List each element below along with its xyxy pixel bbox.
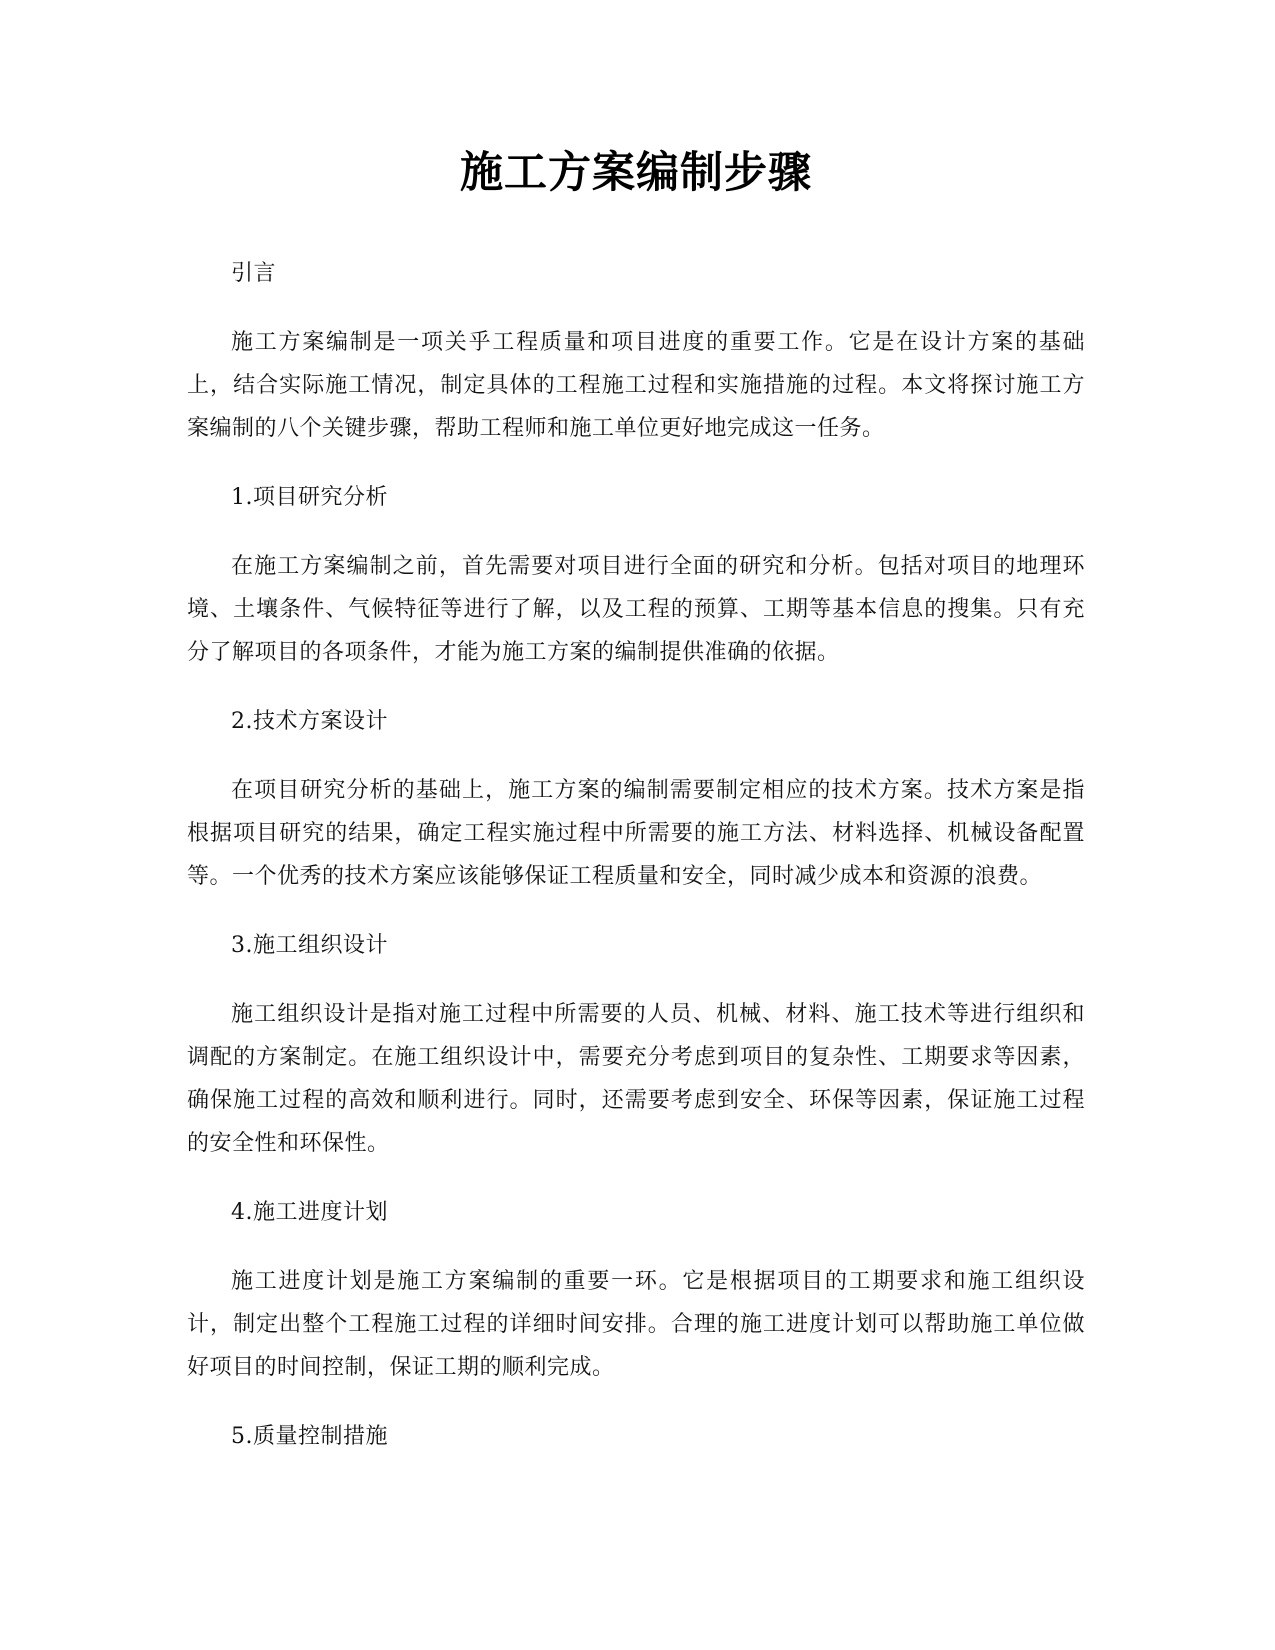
- paragraph-intro: 施工方案编制是一项关乎工程质量和项目进度的重要工作。它是在设计方案的基础上，结合实际施工情况，制定具体的工程施工过程和实施措施的过程。本文将探讨施工方案编制的八个关键步骤，帮助工程师和施工单位更好地完成这一任务。: [187, 329, 1085, 441]
- section-heading-2: 2.技术方案设计: [231, 708, 388, 734]
- section-heading-4: 4.施工进度计划: [231, 1199, 388, 1225]
- section-heading-3: 3.施工组织设计: [231, 932, 388, 958]
- section-heading-1: 1.项目研究分析: [231, 484, 388, 510]
- paragraph-4: 施工进度计划是施工方案编制的重要一环。它是根据项目的工期要求和施工组织设计，制定出整个工程施工过程的详细时间安排。合理的施工进度计划可以帮助施工单位做好项目的时间控制，保证工期的顺利完成。: [187, 1268, 1085, 1380]
- section-heading-intro: 引言: [231, 260, 277, 286]
- paragraph-1: 在施工方案编制之前，首先需要对项目进行全面的研究和分析。包括对项目的地理环境、土壤条件、气候特征等进行了解，以及工程的预算、工期等基本信息的搜集。只有充分了解项目的各项条件，才能为施工方案的编制提供准确的依据。: [187, 553, 1085, 665]
- paragraph-3: 施工组织设计是指对施工过程中所需要的人员、机械、材料、施工技术等进行组织和调配的方案制定。在施工组织设计中，需要充分考虑到项目的复杂性、工期要求等因素，确保施工过程的高效和顺利进行。同时，还需要考虑到安全、环保等因素，保证施工过程的安全性和环保性。: [187, 1001, 1085, 1156]
- section-heading-5: 5.质量控制措施: [231, 1423, 388, 1449]
- paragraph-2: 在项目研究分析的基础上，施工方案的编制需要制定相应的技术方案。技术方案是指根据项目研究的结果，确定工程实施过程中所需要的施工方法、材料选择、机械设备配置等。一个优秀的技术方案应该能够保证工程质量和安全，同时减少成本和资源的浪费。: [187, 777, 1085, 889]
- document-title: 施工方案编制步骤: [460, 148, 812, 198]
